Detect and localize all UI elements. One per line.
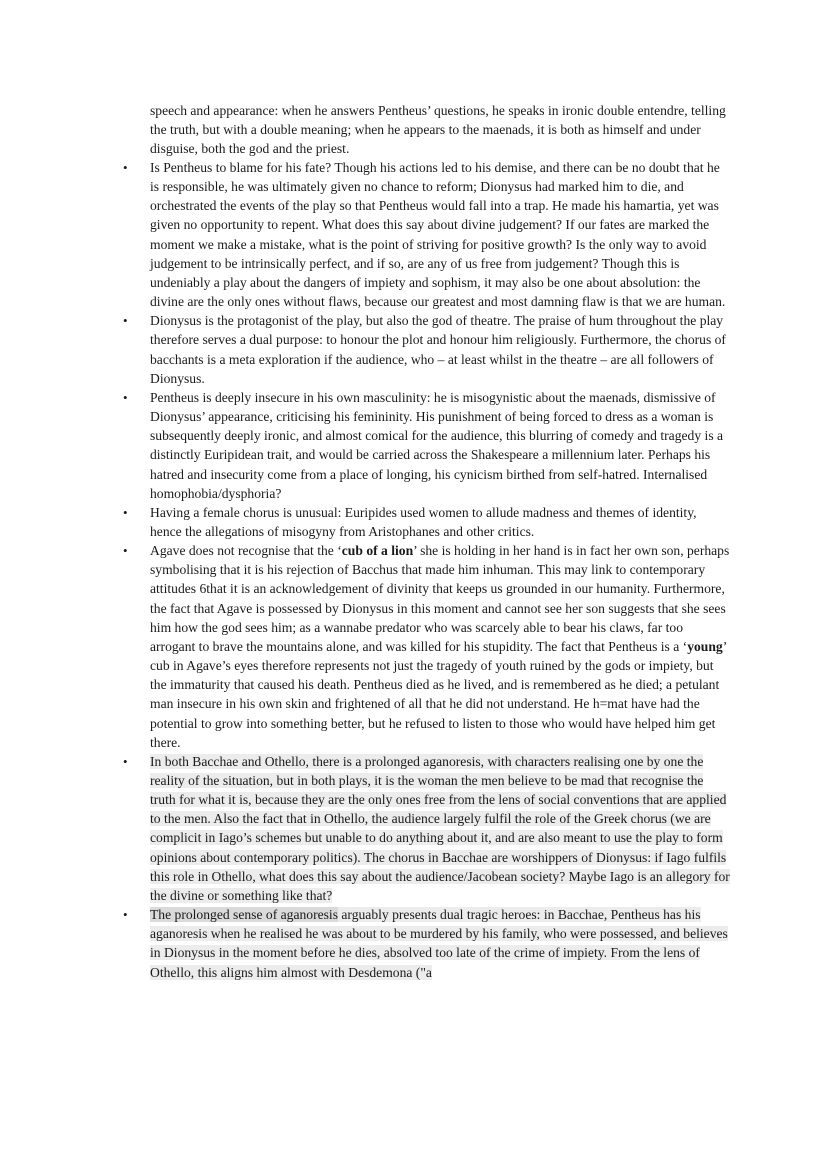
list-item (123, 311, 730, 388)
bullet-icon: • (123, 907, 128, 923)
list-item (123, 388, 730, 503)
list-item (123, 158, 730, 311)
bullet-icon: • (123, 504, 128, 520)
list-item-text: In both Bacchae and Othello, there is a prolonged aganoresis, with characters realising one by one the reality of the situation, but in both plays, it is the woman the men believe to be mad that recognise the truth for what it is, because they are the only ones free from the lens of social conventions that are applied to the men. Also the fact that in Othello, the audience largely fulfil the role of the Greek chorus (we are complicit in Iago’s schemes but unable to do anything about it, and are also meant to use the play to form opinions about contemporary politics). The chorus in Bacchae are worshippers of Dionysus: if Iago fulfils this role in Othello, what does this say about the audience/Jacobean society? Maybe Iago is an allegory for the divine or something like that? (150, 753, 730, 903)
list-item-highlighted (123, 752, 730, 905)
list-item (123, 541, 730, 752)
bold-quote-cub-of-a-lion: cub of a lion (341, 543, 414, 559)
bullet-icon: • (123, 543, 128, 559)
bullet-icon: • (123, 389, 128, 405)
text-run: arguably presents dual tragic heroes: in Bacchae, Pentheus has his aganoresis when he realised he was about to be murdered by his family, who were possessed, and believes in Dionysus in the moment before he dies, absolved too late of the crime of impiety. From the lens of Othello, this aligns him almost with Desdemona ("a (150, 907, 728, 980)
continued-paragraph: speech and appearance: when he answers Pentheus’ questions, he speaks in ironic double entendre, telling the truth, but with a double meaning; when he appears to the maenads, it is both as himself and under disguise, both the god and the priest. (150, 103, 726, 157)
bullet-icon: • (123, 160, 128, 175)
text-run: ’ cub in Agave’s eyes therefore represents not just the tragedy of youth ruined by the gods or impiety, but the immaturity that caused his death. Pentheus died as he lived, and is remembered as he died; a petulant man insecure in his own skin and frightened of all that he did not understand. He h=mat have had the potential to grow into something better, but he refused to listen to those who would have helped him get there. (150, 638, 727, 750)
list-item-highlighted (123, 905, 730, 982)
list-item-text: Having a female chorus is unusual: Euripides used women to allude madness and themes of identity, hence the allegations of misogyny from Aristophanes and other critics. (150, 504, 697, 539)
list-item-text: Dionysus is the protagonist of the play, but also the god of theatre. The praise of hum throughout the play therefore serves a dual purpose: to honour the plot and honour him religiously. Furthermore, the chorus of bacchants is a meta exploration if the audience, who – at least whilst in the theatre – are all followers of Dionysus. (150, 313, 726, 386)
list-item-text (150, 543, 729, 750)
bullet-icon: • (123, 753, 128, 769)
notes-bullet-list (123, 158, 730, 982)
bold-quote-young: young (687, 638, 723, 654)
bullet-icon: • (123, 313, 128, 329)
list-item-text: Pentheus is deeply insecure in his own masculinity: he is misogynistic about the maenads, dismissive of Dionysus’ appearance, criticising his femininity. His punishment of being forced to dress as a woman is subsequently deeply ironic, and almost comical for the audience, this blurring of comedy and tragedy is a distinctly Euripidean trait, and would be carried across the Shakespeare a millennium later. Perhaps his hatred and insecurity come from a place of longing, his cynicism birthed from self-hatred. Internalised homophobia/dysphoria? (150, 389, 724, 501)
highlighted-phrase: The prolonged sense of aganoresis (150, 907, 338, 923)
list-item-text: Is Pentheus to blame for his fate? Though his actions led to his demise, and there can be no doubt that he is responsible, he was ultimately given no chance to reform; Dionysus had marked him to die, and orchestrated the events of the play so that Pentheus would fall into a trap. He made his hamartia, yet was given no opportunity to repent. What does this say about divine judgement? If our fates are marked the moment we make a mistake, what is the point of striving for positive growth? Is the only way to avoid judgement to be intrinsically perfect, and if so, are any of us free from judgement? Though this is undeniably a play about the dangers of impiety and sophism, it may also be one about absolution: the divine are the only ones without flaws, because our greatest and most damning flaw is that we are human. (150, 160, 726, 310)
text-run: Agave does not recognise that the ‘ (150, 543, 342, 559)
text-run: ’ she is holding in her hand is in fact her own son, perhaps symbolising that it is his rejection of Bacchus that made him inhuman. This may link to contemporary attitudes 6that it is an acknowledgement of divinity that keeps us grounded in our humanity. Furthermore, the fact that Agave is possessed by Dionysus in this moment and cannot see her son suggests that she sees him how the god sees him; as a wannabe predator who was scarcely able to bear his claws, far too arrogant to brave the mountains alone, and was killed for his stupidity. The fact that Pentheus is a ‘ (150, 543, 730, 654)
list-item-text (150, 907, 728, 979)
list-item (123, 503, 730, 541)
